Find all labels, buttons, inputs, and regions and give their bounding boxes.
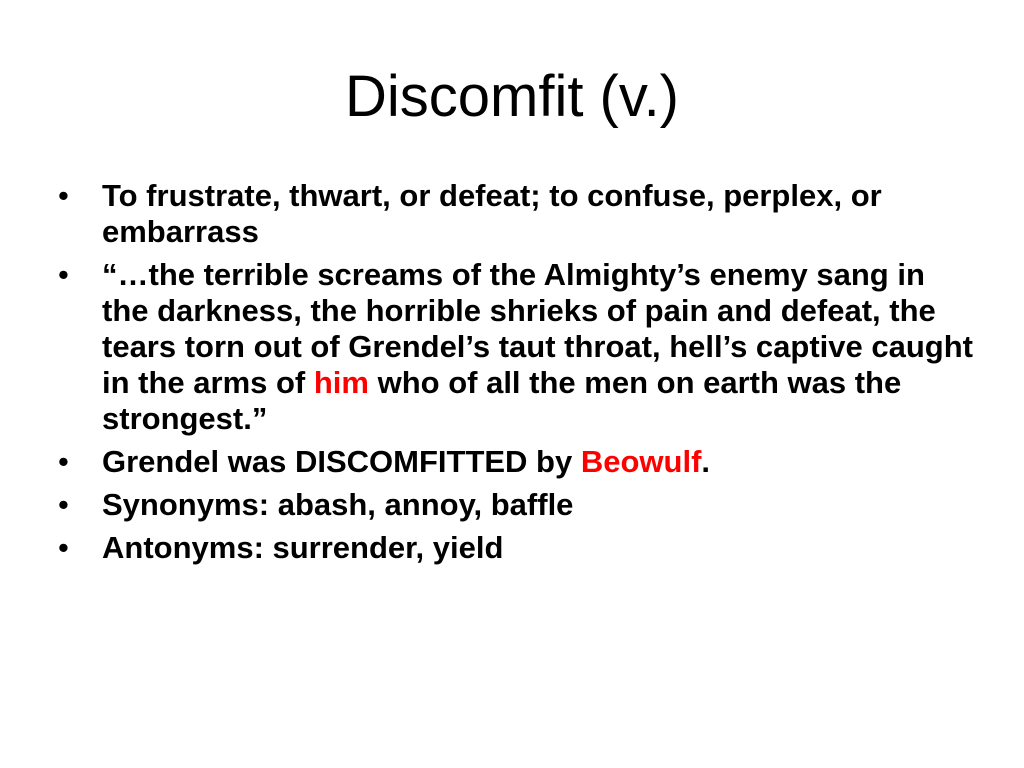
bullet-marker: • [58, 530, 69, 565]
bullet-quote [58, 257, 978, 437]
antonyms-text: Antonyms: surrender, yield [102, 530, 504, 565]
example-highlight-beowulf: Beowulf [580, 444, 702, 479]
bullet-example [58, 444, 978, 480]
bullet-marker: • [58, 257, 69, 292]
definition-text: To frustrate, thwart, or defeat; to confuse, perplex, or embarrass [102, 178, 882, 249]
bullet-definition [58, 178, 978, 250]
example-text-part1: Grendel was DISCOMFITTED by [102, 444, 581, 479]
bullet-antonyms [58, 530, 978, 566]
example-text-part2: . [701, 444, 711, 479]
bullet-marker: • [58, 487, 69, 522]
bullet-synonyms [58, 487, 978, 523]
slide-title: Discomfit (v.) [344, 64, 679, 129]
quote-text-part1: “…the terrible screams of the Almighty’s enemy sang in the darkness, the horrible shrieks of pain and defeat, the tears torn out of Grendel’s taut throat, hell’s captive caught in the arms of [102, 257, 973, 400]
bullet-list [58, 178, 978, 573]
quote-highlight-him: him [313, 365, 369, 400]
bullet-marker: • [58, 178, 69, 213]
quote-text-part2: who of all the men on earth was the strongest.” [102, 365, 902, 436]
synonyms-text: Synonyms: abash, annoy, baffle [102, 487, 574, 522]
bullet-marker: • [58, 444, 69, 479]
